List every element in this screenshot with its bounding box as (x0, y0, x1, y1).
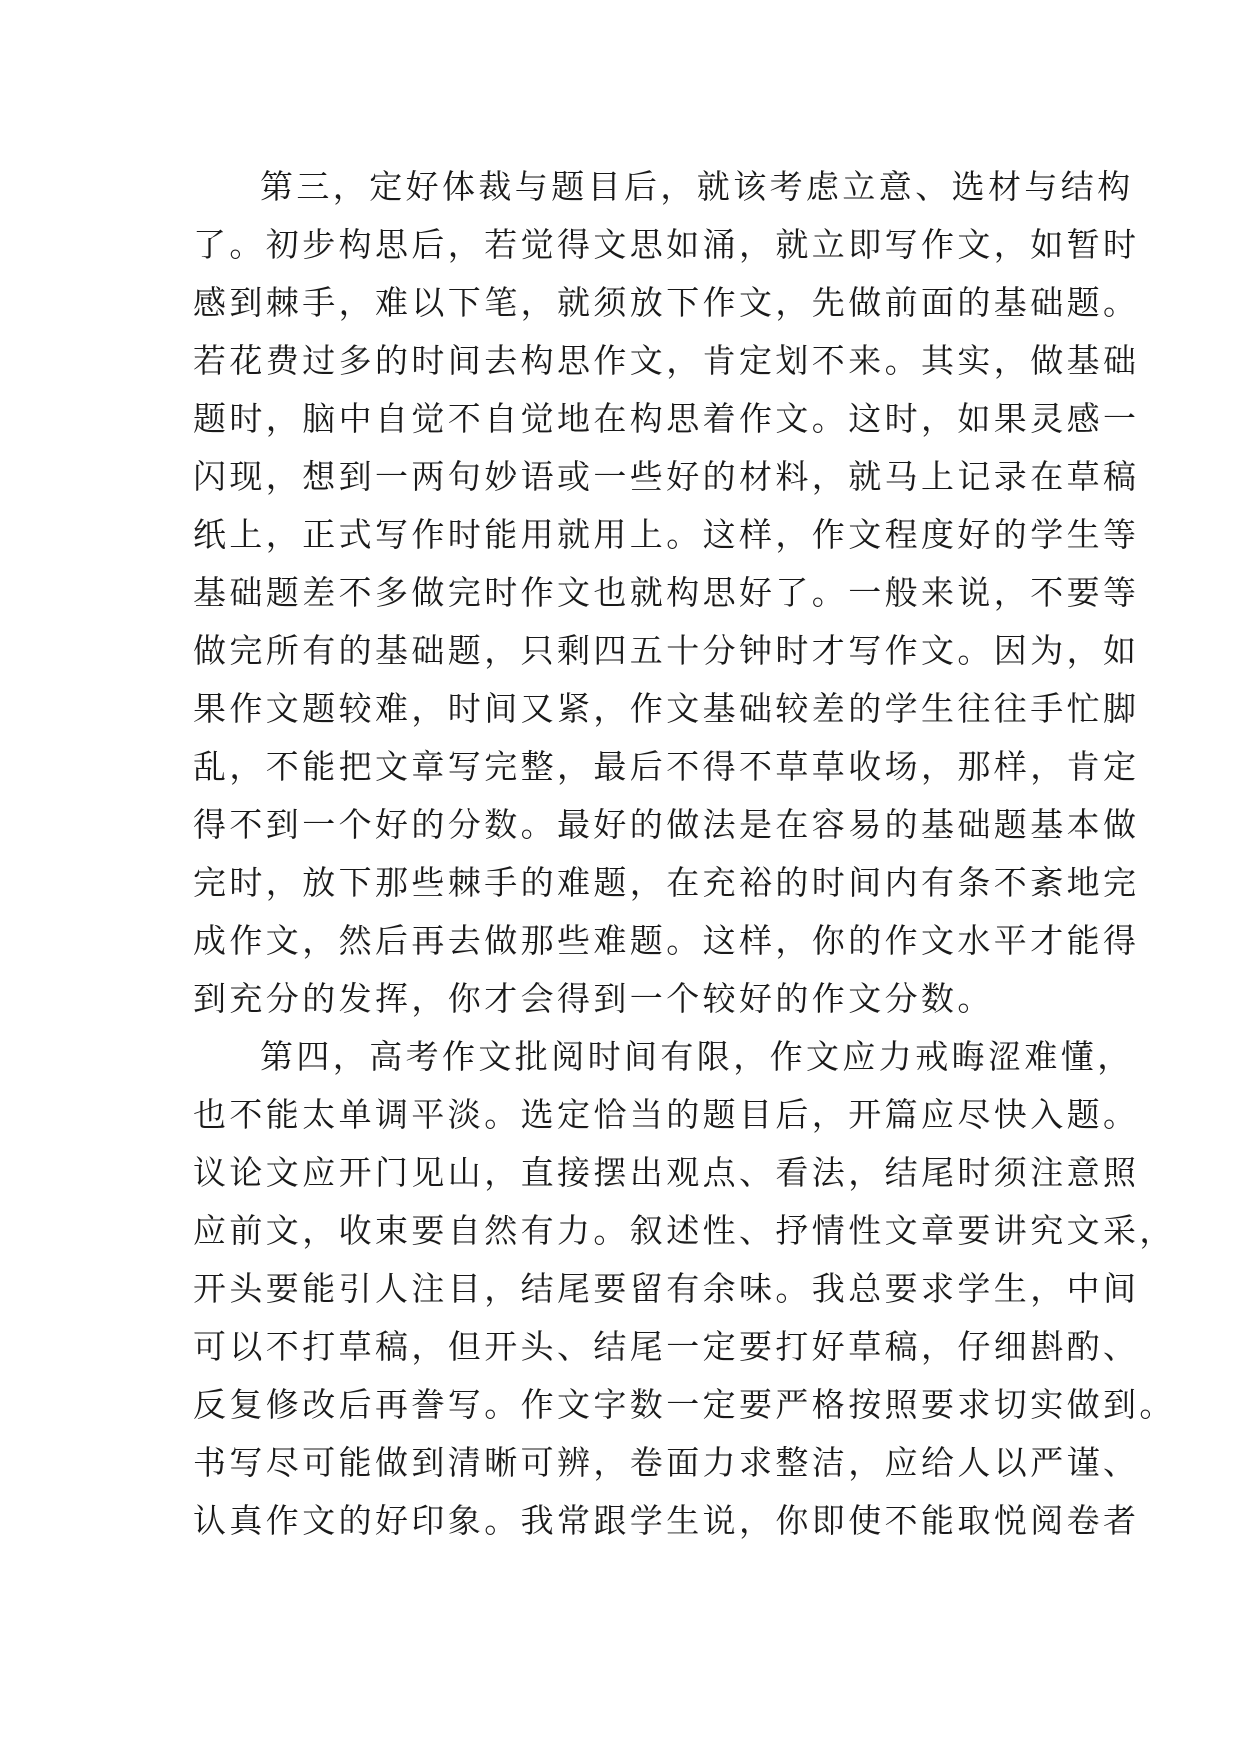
text-line: 题时，脑中自觉不自觉地在构思着作文。这时，如果灵感一 (193, 399, 1140, 438)
text-line: 感到棘手，难以下笔，就须放下作文，先做前面的基础题。 (193, 283, 1140, 322)
text-line: 闪现，想到一两句妙语或一些好的材料，就马上记录在草稿 (193, 457, 1140, 496)
text-line: 得不到一个好的分数。最好的做法是在容易的基础题基本做 (193, 805, 1140, 844)
text-line: 开头要能引人注目，结尾要留有余味。我总要求学生，中间 (193, 1269, 1140, 1308)
text-line: 也不能太单调平淡。选定恰当的题目后，开篇应尽快入题。 (193, 1095, 1140, 1134)
text-line: 若花费过多的时间去构思作文，肯定划不来。其实，做基础 (193, 341, 1140, 380)
text-line: 书写尽可能做到清晰可辨，卷面力求整洁，应给人以严谨、 (193, 1443, 1140, 1482)
document-body (193, 158, 1176, 1550)
text-line: 可以不打草稿，但开头、结尾一定要打好草稿，仔细斟酌、 (193, 1327, 1140, 1366)
text-line: 乱，不能把文章写完整，最后不得不草草收场，那样，肯定 (193, 747, 1140, 786)
text-line: 做完所有的基础题，只剩四五十分钟时才写作文。因为，如 (193, 631, 1140, 670)
text-line: 第四，高考作文批阅时间有限，作文应力戒晦涩难懂， (260, 1037, 1134, 1076)
paragraph-fourth (193, 1028, 1176, 1550)
text-line: 成作文，然后再去做那些难题。这样，你的作文水平才能得 (193, 921, 1140, 960)
text-line: 到充分的发挥，你才会得到一个较好的作文分数。 (193, 979, 994, 1018)
text-line: 反复修改后再誊写。作文字数一定要严格按照要求切实做到。 (193, 1385, 1176, 1424)
text-line: 果作文题较难，时间又紧，作文基础较差的学生往往手忙脚 (193, 689, 1140, 728)
text-line: 纸上，正式写作时能用就用上。这样，作文程度好的学生等 (193, 515, 1140, 554)
text-line: 应前文，收束要自然有力。叙述性、抒情性文章要讲究文采， (193, 1211, 1176, 1250)
text-line: 基础题差不多做完时作文也就构思好了。一般来说，不要等 (193, 573, 1140, 612)
text-line: 了。初步构思后，若觉得文思如涌，就立即写作文，如暂时 (193, 225, 1140, 264)
text-line: 议论文应开门见山，直接摆出观点、看法，结尾时须注意照 (193, 1153, 1140, 1192)
text-line: 认真作文的好印象。我常跟学生说，你即使不能取悦阅卷者 (193, 1501, 1140, 1540)
paragraph-third (193, 158, 1140, 1028)
text-line: 第三，定好体裁与题目后，就该考虑立意、选材与结构 (260, 167, 1134, 206)
text-line: 完时，放下那些棘手的难题，在充裕的时间内有条不紊地完 (193, 863, 1140, 902)
